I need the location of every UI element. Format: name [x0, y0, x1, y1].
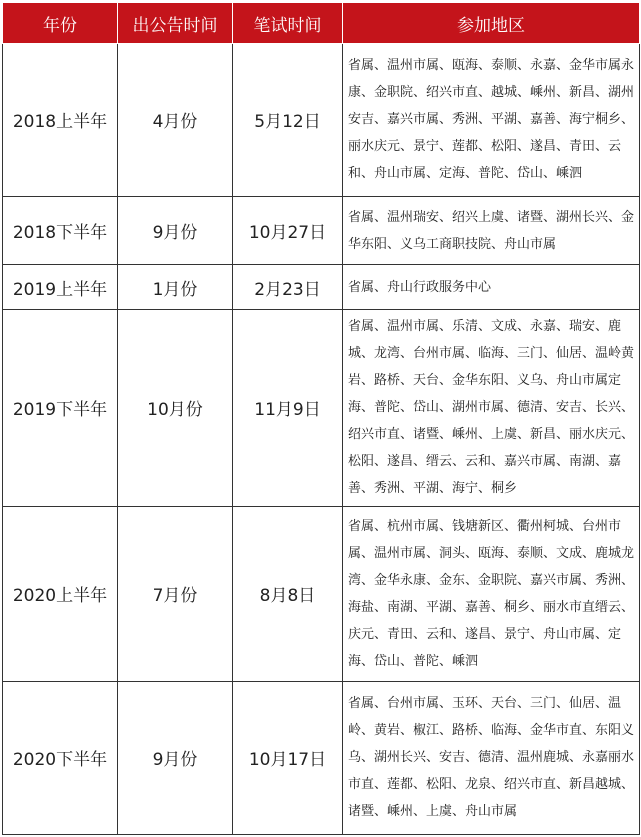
year-cell: 2019下半年 — [3, 309, 118, 506]
notice-cell: 1月份 — [118, 265, 233, 309]
regions-cell: 省属、温州瑞安、绍兴上虞、诸暨、湖州长兴、金华东阳、义乌工商职技院、舟山市属 — [343, 196, 640, 264]
exam-cell: 10月17日 — [233, 681, 343, 834]
exam-schedule-table — [2, 2, 640, 835]
regions-cell: 省属、舟山行政服务中心 — [343, 265, 640, 309]
regions-cell: 省属、温州市属、乐清、文成、永嘉、瑞安、鹿城、龙湾、台州市属、临海、三门、仙居、温岭黄岩、路桥、天台、金华东阳、义乌、舟山市属定海、普陀、岱山、湖州市属、德清、安吉、长兴、绍兴市直、诸暨、嵊州、上虞、新昌、丽水庆元、松阳、遂昌、缙云、云和、嘉兴市属、南湖、嘉善、秀洲、平湖、海宁、桐乡 — [343, 309, 640, 506]
table-row — [3, 265, 640, 309]
year-cell: 2018上半年 — [3, 44, 118, 197]
table-row — [3, 681, 640, 834]
regions-cell: 省属、温州市属、瓯海、泰顺、永嘉、金华市属永康、金职院、绍兴市直、越城、嵊州、新昌、湖州安吉、嘉兴市属、秀洲、平湖、嘉善、海宁桐乡、丽水庆元、景宁、莲都、松阳、遂昌、青田、云和、舟山市属、定海、普陀、岱山、嵊泗 — [343, 44, 640, 197]
year-cell: 2020下半年 — [3, 681, 118, 834]
regions-cell: 省属、杭州市属、钱塘新区、衢州柯城、台州市属、温州市属、洞头、瓯海、泰顺、文成、鹿城龙湾、金华永康、金东、金职院、嘉兴市属、秀洲、海盐、南湖、平湖、嘉善、桐乡、丽水市直缙云、庆元、青田、云和、遂昌、景宁、舟山市属、定海、岱山、普陀、嵊泗 — [343, 506, 640, 681]
header-regions: 参加地区 — [343, 3, 640, 44]
notice-cell: 7月份 — [118, 506, 233, 681]
header-exam-time: 笔试时间 — [233, 3, 343, 44]
notice-cell: 4月份 — [118, 44, 233, 197]
exam-cell: 5月12日 — [233, 44, 343, 197]
exam-cell: 8月8日 — [233, 506, 343, 681]
header-notice-time: 出公告时间 — [118, 3, 233, 44]
year-cell: 2019上半年 — [3, 265, 118, 309]
table-row — [3, 196, 640, 264]
regions-cell: 省属、台州市属、玉环、天台、三门、仙居、温岭、黄岩、椒江、路桥、临海、金华市直、东阳义乌、湖州长兴、安吉、德清、温州鹿城、永嘉丽水市直、莲都、松阳、龙泉、绍兴市直、新昌越城、诸暨、嵊州、上虞、舟山市属 — [343, 681, 640, 834]
header-row — [3, 3, 640, 44]
year-cell: 2018下半年 — [3, 196, 118, 264]
table-row — [3, 44, 640, 197]
exam-cell: 11月9日 — [233, 309, 343, 506]
table-row — [3, 506, 640, 681]
year-cell: 2020上半年 — [3, 506, 118, 681]
header-year: 年份 — [3, 3, 118, 44]
exam-cell: 2月23日 — [233, 265, 343, 309]
exam-cell: 10月27日 — [233, 196, 343, 264]
notice-cell: 10月份 — [118, 309, 233, 506]
table-row — [3, 309, 640, 506]
notice-cell: 9月份 — [118, 681, 233, 834]
notice-cell: 9月份 — [118, 196, 233, 264]
